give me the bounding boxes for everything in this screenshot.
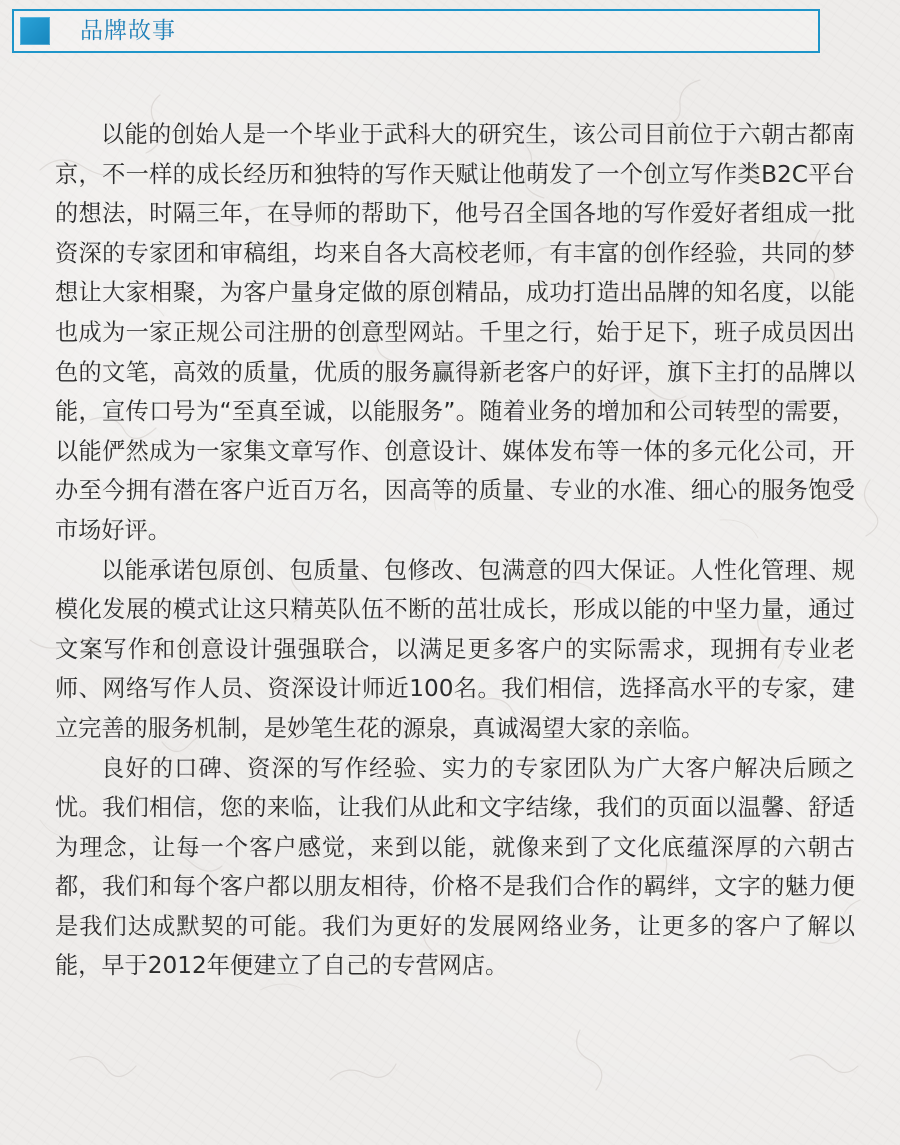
square-icon	[20, 17, 50, 45]
story-paragraph-2: 以能承诺包原创、包质量、包修改、包满意的四大保证。人性化管理、规模化发展的模式让这只精英队伍不断的茁壮成长，形成以能的中坚力量，通过文案写作和创意设计强强联合，以满足更多客户的实际需求，现拥有专业老师、网络写作人员、资深设计师近100名。我们相信，选择高水平的专家，建立完善的服务机制，是妙笔生花的源泉，真诚渴望大家的亲临。	[55, 556, 855, 742]
story-paragraph-3: 良好的口碑、资深的写作经验、实力的专家团队为广大客户解决后顾之忧。我们相信，您的来临，让我们从此和文字结缘，我们的页面以温馨、舒适为理念，让每一个客户感觉，来到以能，就像来到了文化底蕴深厚的六朝古都，我们和每个客户都以朋友相待，价格不是我们合作的羁绊，文字的魅力便是我们达成默契的可能。我们为更好的发展网络业务，让更多的客户了解以能，早于2012年便建立了自己的专营网店。	[55, 754, 855, 980]
story-paragraph-1: 以能的创始人是一个毕业于武科大的研究生，该公司目前位于六朝古都南京，不一样的成长经历和独特的写作天赋让他萌发了一个创立写作类B2C平台的想法，时隔三年，在导师的帮助下，他号召全国各地的写作爱好者组成一批资深的专家团和审稿组，均来自各大高校老师，有丰富的创作经验，共同的梦想让大家相聚，为客户量身定做的原创精品，成功打造出品牌的知名度，以能也成为一家正规公司注册的创意型网站。千里之行，始于足下，班子成员因出色的文笔，高效的质量，优质的服务赢得新老客户的好评，旗下主打的品牌以能，宣传口号为“至真至诚，以能服务”。随着业务的增加和公司转型的需要，以能俨然成为一家集文章写作、创意设计、媒体发布等一体的多元化公司，开办至今拥有潜在客户近百万名，因高等的质量、专业的水准、细心的服务饱受市场好评。	[55, 121, 855, 544]
section-title: 品牌故事	[80, 18, 176, 44]
section-header	[12, 9, 820, 53]
story-content	[55, 115, 855, 986]
